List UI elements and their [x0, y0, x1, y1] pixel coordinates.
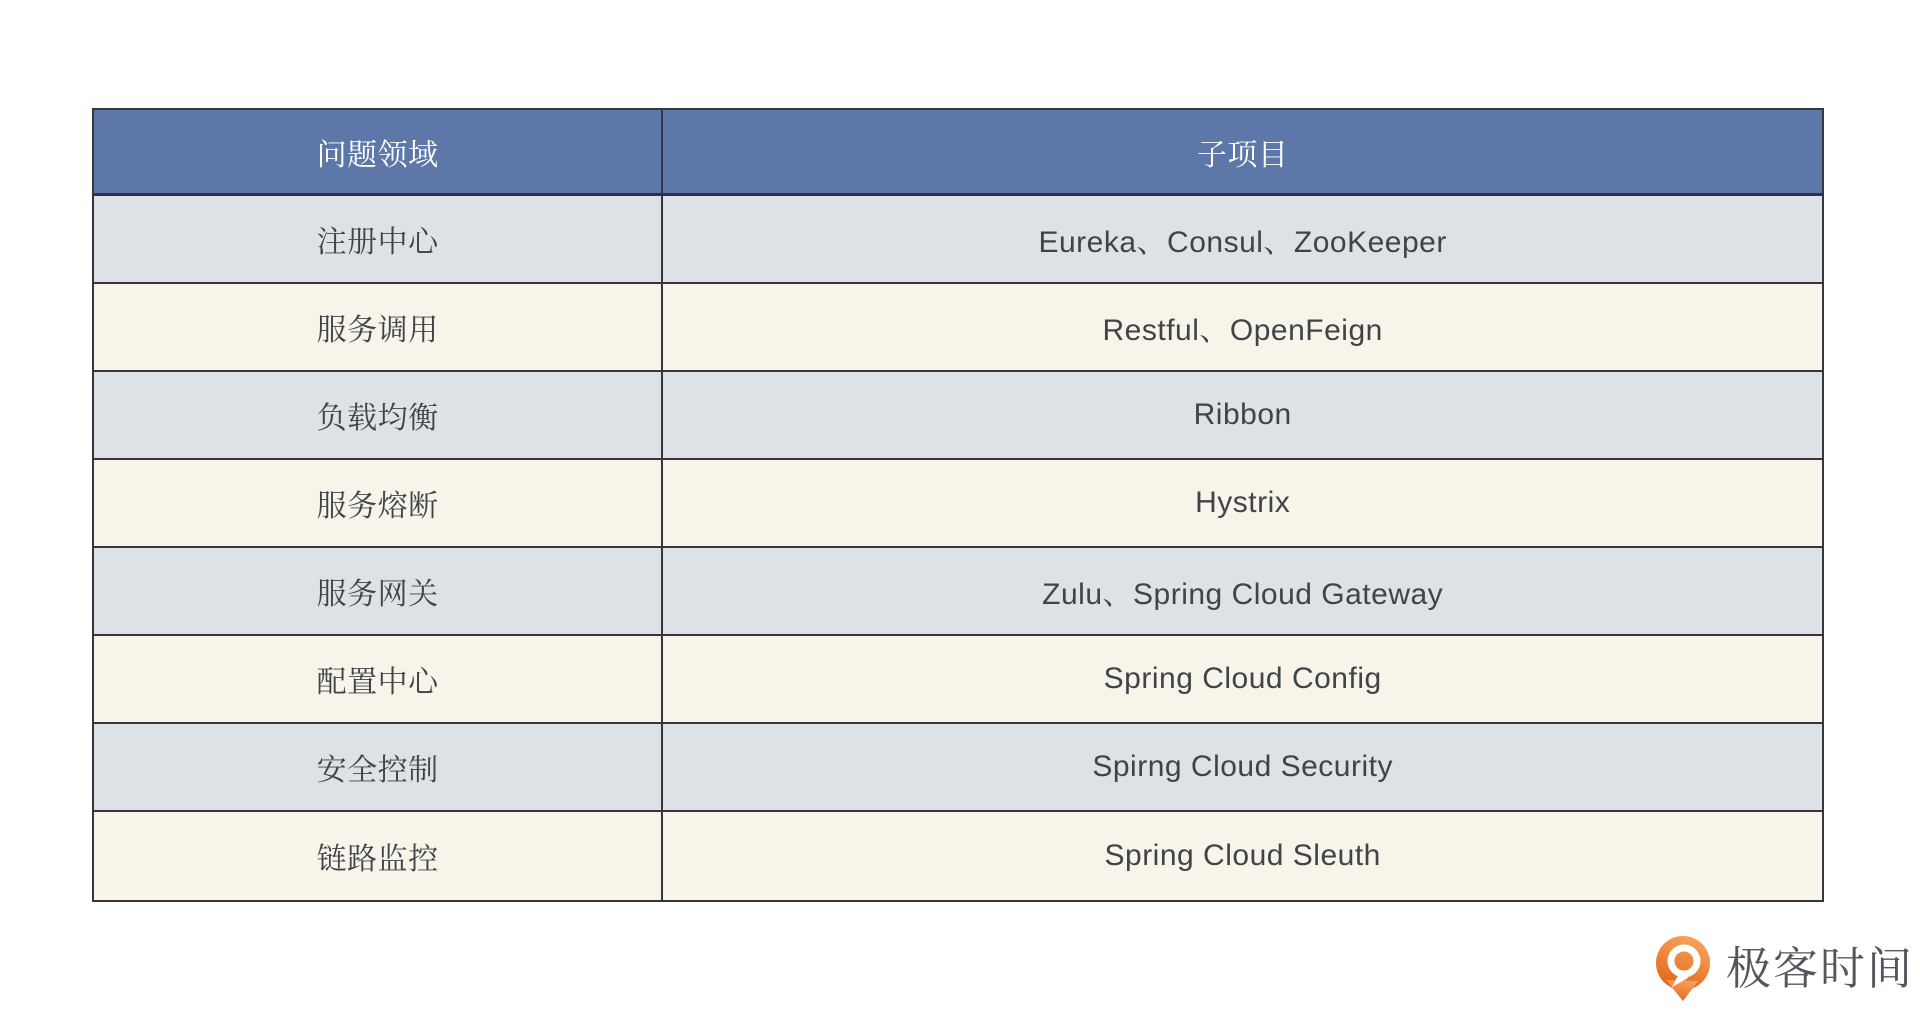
projects-cell: Spring Cloud Sleuth [1104, 839, 1381, 872]
table-row [94, 724, 1822, 812]
geektime-logo [1650, 934, 1914, 1007]
projects-cell: Zulu、Spring Cloud Gateway [1042, 578, 1444, 611]
table-row [94, 372, 1822, 460]
table-row [94, 548, 1822, 636]
domain-cell: 服务调用 [94, 284, 663, 370]
domain-cell: 注册中心 [94, 196, 663, 282]
geektime-logo-text: 极客时间 [1726, 943, 1915, 994]
table-row [94, 284, 1822, 372]
domain-cell: 配置中心 [94, 636, 663, 722]
header-cell-projects: 子项目 [1196, 138, 1289, 172]
domain-cell: 负载均衡 [94, 372, 663, 458]
domain-cell: 安全控制 [94, 724, 663, 810]
table-header-row [94, 110, 1822, 196]
domain-cell: 服务网关 [94, 548, 663, 634]
domain-cell: 服务熔断 [94, 460, 663, 546]
projects-cell: Spring Cloud Config [1103, 662, 1382, 695]
projects-cell: Ribbon [1193, 398, 1292, 431]
projects-cell: Spirng Cloud Security [1092, 750, 1393, 783]
projects-cell: Hystrix [1195, 486, 1291, 519]
spring-cloud-projects-table [92, 108, 1824, 902]
geektime-pin-icon [1650, 934, 1716, 1007]
table-row [94, 636, 1822, 724]
table-row [94, 812, 1822, 900]
table-row [94, 460, 1822, 548]
table-row [94, 196, 1822, 284]
domain-cell: 链路监控 [94, 812, 663, 900]
projects-cell: Restful、OpenFeign [1102, 314, 1383, 347]
header-cell-domain: 问题领域 [94, 110, 663, 193]
projects-cell: Eureka、Consul、ZooKeeper [1038, 226, 1447, 259]
